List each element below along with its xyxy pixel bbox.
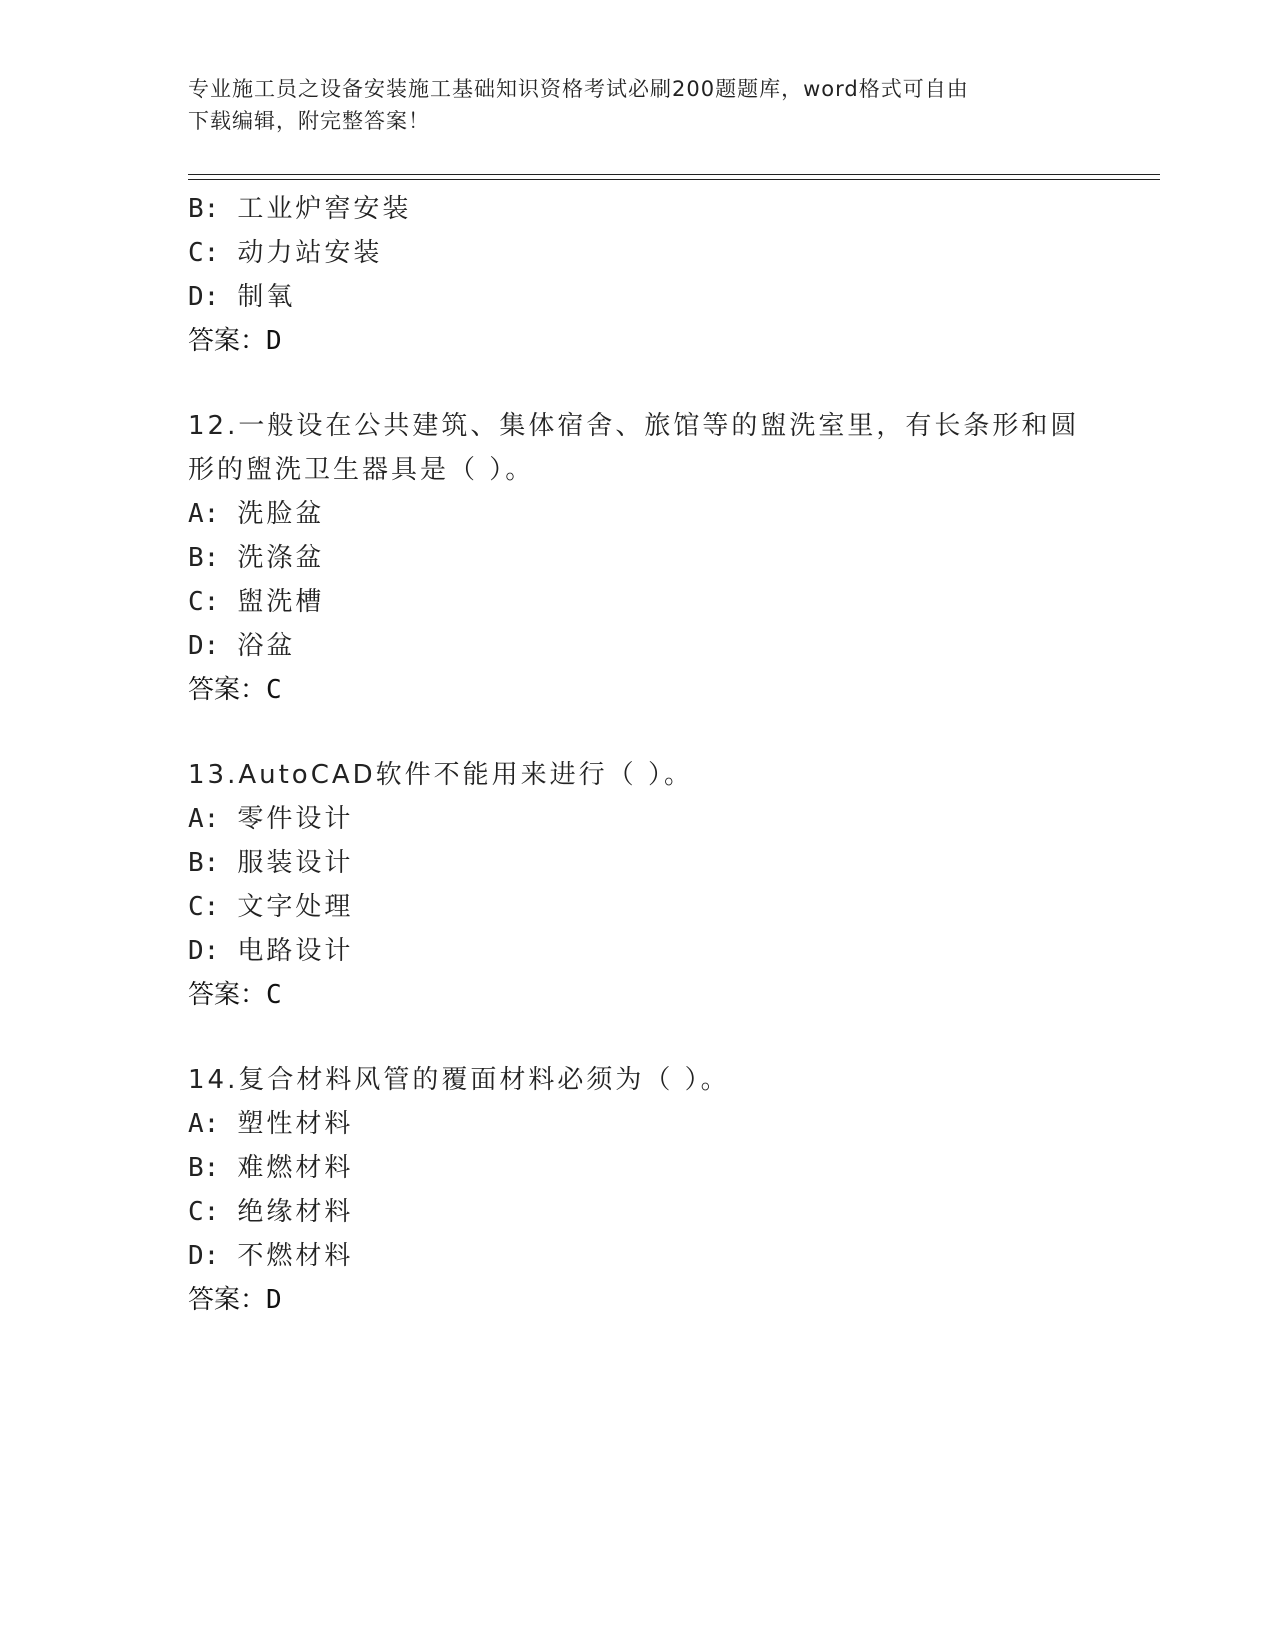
header-line-2: 下载编辑，附完整答案！ xyxy=(188,109,430,133)
q14-option-c: C: 绝缘材料 xyxy=(188,1197,354,1227)
q14-question xyxy=(188,1058,1088,1102)
q11-option-d: D: 制氧 xyxy=(188,282,296,312)
header-line-1: 专业施工员之设备安装施工基础知识资格考试必刷200题题库，word格式可自由 xyxy=(188,77,969,101)
q13-option-c: C: 文字处理 xyxy=(188,892,354,922)
q11-option-c-text: 动力站安装 xyxy=(237,238,383,268)
q14-answer: 答案：D xyxy=(188,1285,282,1315)
header-rule-bottom xyxy=(188,179,1160,180)
q11-answer-value: D xyxy=(266,326,282,356)
q12-option-b: B: 洗涤盆 xyxy=(188,543,325,573)
q13-answer-value: C xyxy=(266,980,282,1010)
q11-option-c: C: 动力站安装 xyxy=(188,238,383,268)
q11-option-b: B: 工业炉窖安装 xyxy=(188,194,412,224)
q12-question-line-2: 形的盥洗卫生器具是（ ）。 xyxy=(188,455,535,485)
q12-question xyxy=(188,404,1088,492)
q11-option-d-text: 制氧 xyxy=(237,282,296,312)
q13-option-a: A: 零件设计 xyxy=(188,804,354,834)
q12-answer-value: C xyxy=(266,675,282,705)
document-header xyxy=(188,73,1088,137)
header-rule-top xyxy=(188,174,1160,175)
q11-option-b-text: 工业炉窖安装 xyxy=(237,194,412,224)
q14-option-a: A: 塑性材料 xyxy=(188,1109,354,1139)
q13-option-b: B: 服装设计 xyxy=(188,848,354,878)
q14-answer-value: D xyxy=(266,1285,282,1315)
q12-answer: 答案：C xyxy=(188,675,282,705)
q14-question-line-1: 14.复合材料风管的覆面材料必须为（ ）。 xyxy=(188,1065,730,1095)
q12-question-line-1: 12.一般设在公共建筑、集体宿舍、旅馆等的盥洗室里，有长条形和圆 xyxy=(188,411,1080,441)
q13-question xyxy=(188,753,1088,797)
q12-option-a: A: 洗脸盆 xyxy=(188,499,325,529)
q13-answer: 答案：C xyxy=(188,980,282,1010)
q14-option-d: D: 不燃材料 xyxy=(188,1241,354,1271)
q12-option-c: C: 盥洗槽 xyxy=(188,587,325,617)
q13-question-line-1: 13.AutoCAD软件不能用来进行（ ）。 xyxy=(188,760,693,790)
q11-answer: 答案：D xyxy=(188,326,282,356)
q13-option-d: D: 电路设计 xyxy=(188,936,354,966)
q12-option-d: D: 浴盆 xyxy=(188,631,296,661)
q14-option-b: B: 难燃材料 xyxy=(188,1153,354,1183)
